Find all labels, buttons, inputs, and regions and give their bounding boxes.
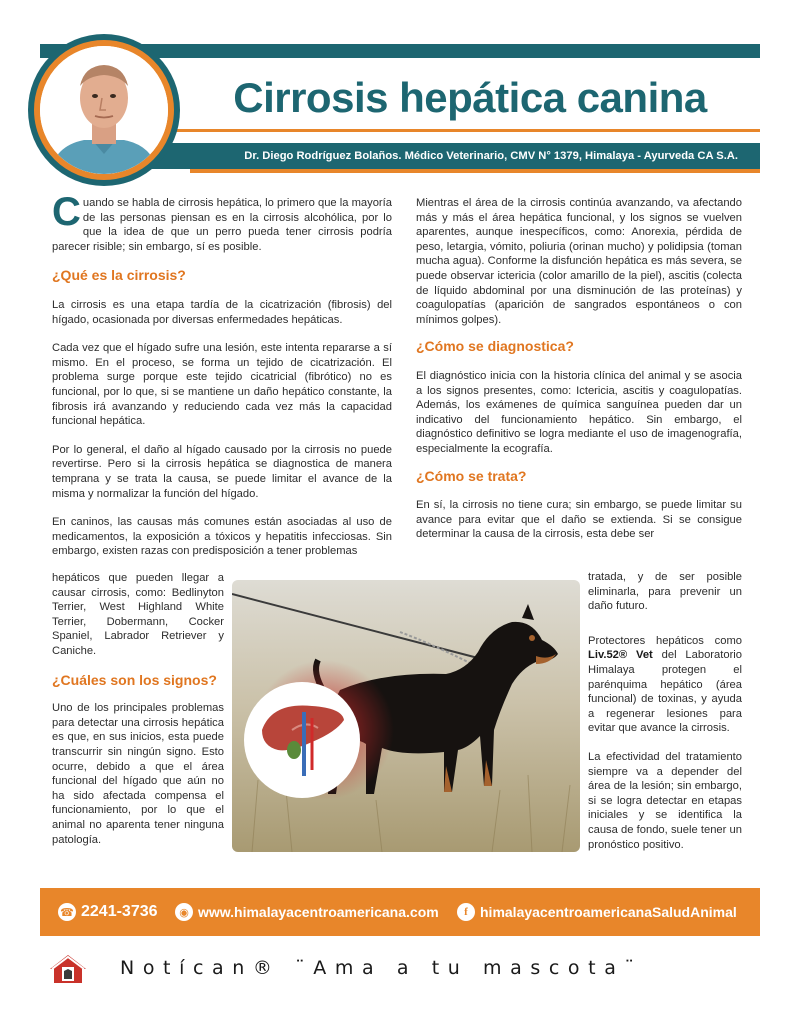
paragraph-signs: Uno de los principales problemas para detectar una cirrosis hepática es que, en sus inicios, esta puede transcurrir sin ningún signo. Esto ocurre, debido a que el área funcional del hígado que aún no ha sido afectada compensa el funcionamiento, por lo que el animal no aparenta tener ninguna patología. — [52, 702, 224, 846]
footer-facebook[interactable]: f himalayacentroamericanaSaludAnimal — [457, 900, 737, 924]
paragraph-breeds: hepáticos que pueden llegar a causar cirrosis, como: Bedlinyton Terrier, West Highland White Terrier, Dobermann, Cocker Spaniel, Labrador Retriever y Caniche. — [52, 572, 224, 657]
heading-what-is-cirrhosis: ¿Qué es la cirrosis? — [52, 267, 186, 284]
intro-paragraph: Cuando se habla de cirrosis hepática, lo primero que la mayoría de las personas piensan es en la cirrosis alcohólica, por lo que la idea de que un perro pueda tener cirrosis podría parecer risible; sin embargo, sí es posible. — [52, 190, 392, 253]
paragraph-prognosis: La efectividad del tratamiento siempre va a depender del área de la lesión; sin embargo, si se logra detectar en etapas iniciales y se identifica la causa de fondo, suele tener un pronóstico positivo. — [588, 750, 742, 851]
footer-website[interactable]: ◉ www.himalayacentroamericana.com — [175, 900, 439, 924]
house-logo-icon — [48, 953, 88, 985]
left-narrow-block — [52, 571, 224, 847]
paragraph-definition: La cirrosis es una etapa tardía de la cicatrización (fibrosis) del hígado, ocasionada por diversas enfermedades hepáticas. — [52, 298, 392, 326]
paragraph-treatment-cont: tratada, y de ser posible eliminarla, para prevenir un daño futuro. — [588, 571, 742, 613]
author-underline — [190, 169, 760, 173]
paragraph-damage: Por lo general, el daño al hígado causado por la cirrosis no puede revertirse. Pero si la cirrosis hepática se diagnostica de manera temprana y se trata la causa, se puede limitar el avance de la misma y normalizar la función del hígado. — [52, 443, 392, 500]
paragraph-treatment: En sí, la cirrosis no tiene cura; sin embargo, se puede limitar su avance para evitar que el daño se extienda. Si se consigue determinar la causa de la cirrosis, esta debe ser — [416, 499, 742, 541]
facebook-icon: f — [457, 903, 475, 921]
author-byline: Dr. Diego Rodríguez Bolaños. Médico Veterinario, CMV N° 1379, Himalaya - Ayurveda CA S.A. — [150, 143, 760, 169]
right-narrow-block — [588, 570, 742, 866]
heading-signs: ¿Cuáles son los signos? — [52, 671, 217, 688]
doberman-liver-photo — [232, 580, 580, 852]
title-divider — [170, 129, 760, 132]
heading-treatment: ¿Cómo se trata? — [416, 467, 527, 484]
footer-slogan: Notícan® ¨Ama a tu mascota¨ — [120, 957, 643, 979]
drop-cap: C — [52, 190, 81, 234]
page-title: Cirrosis hepática canina — [233, 74, 707, 121]
heading-diagnosis: ¿Cómo se diagnostica? — [416, 338, 574, 355]
footer-phone[interactable]: ☎ 2241-3736 — [58, 900, 158, 924]
right-column — [416, 196, 742, 542]
paragraph-causes: En caninos, las causas más comunes están asociadas al uso de medicamentos, la exposición a tóxicos y hepatitis infecciosas. Sin embargo, existen razas con predisposición a tener problemas — [52, 516, 392, 558]
phone-icon: ☎ — [58, 903, 76, 921]
paragraph-diagnosis: El diagnóstico inicia con la historia clínica del animal y se asocia a los signos presentes, como: Ictericia, ascitis y coagulopatías. Además, los exámenes de química sanguínea pueden dar un indicativo del funcionamiento hepático. Sin embargo, el diagnóstico definitivo se logra mediante el uso de imagenografía, especialmente la ecografía. — [416, 369, 742, 455]
product-name: Liv.52® Vet — [588, 649, 653, 662]
globe-icon: ◉ — [175, 903, 193, 921]
author-portrait — [34, 40, 174, 180]
paragraph-progression: Mientras el área de la cirrosis continúa avanzando, va afectando más y más el área hepática funcional, y los signos se vuelven aparentes, aunque inespecíficos, como: Anorexia, pérdida de peso, letargia, vómito, poliuria (orinan mucho) y polidipsia (toman mucha agua). Conforme la disfunción hepática es más severa, se puede observar ictericia (color amarillo de la piel), ascitis (colecta de líquido abdominal por una disminución de las proteínas) y coagulopatías (aparición de sangrados espontáneos o con mínimos golpes). — [416, 197, 742, 326]
paragraph-protectors: Protectores hepáticos como Liv.52® Vet del Laboratorio Himalaya protegen el parénquima hepático (área funcional) de toxinas, y ayuda a regenerar lesiones para evitar que avance la cirrosis. — [588, 634, 743, 735]
paragraph-repair: Cada vez que el hígado sufre una lesión, este intenta repararse a sí mismo. En el proceso, se forma un tejido de cicatrización. El problema surge porque este tejido cicatricial (fibrótico) no es funcional, por lo que, si se mantiene un daño hepático constante, la fibrosis irá avanzando y reduciendo cada vez más la capacidad funcional hepática. — [52, 342, 392, 428]
left-column — [52, 190, 392, 559]
